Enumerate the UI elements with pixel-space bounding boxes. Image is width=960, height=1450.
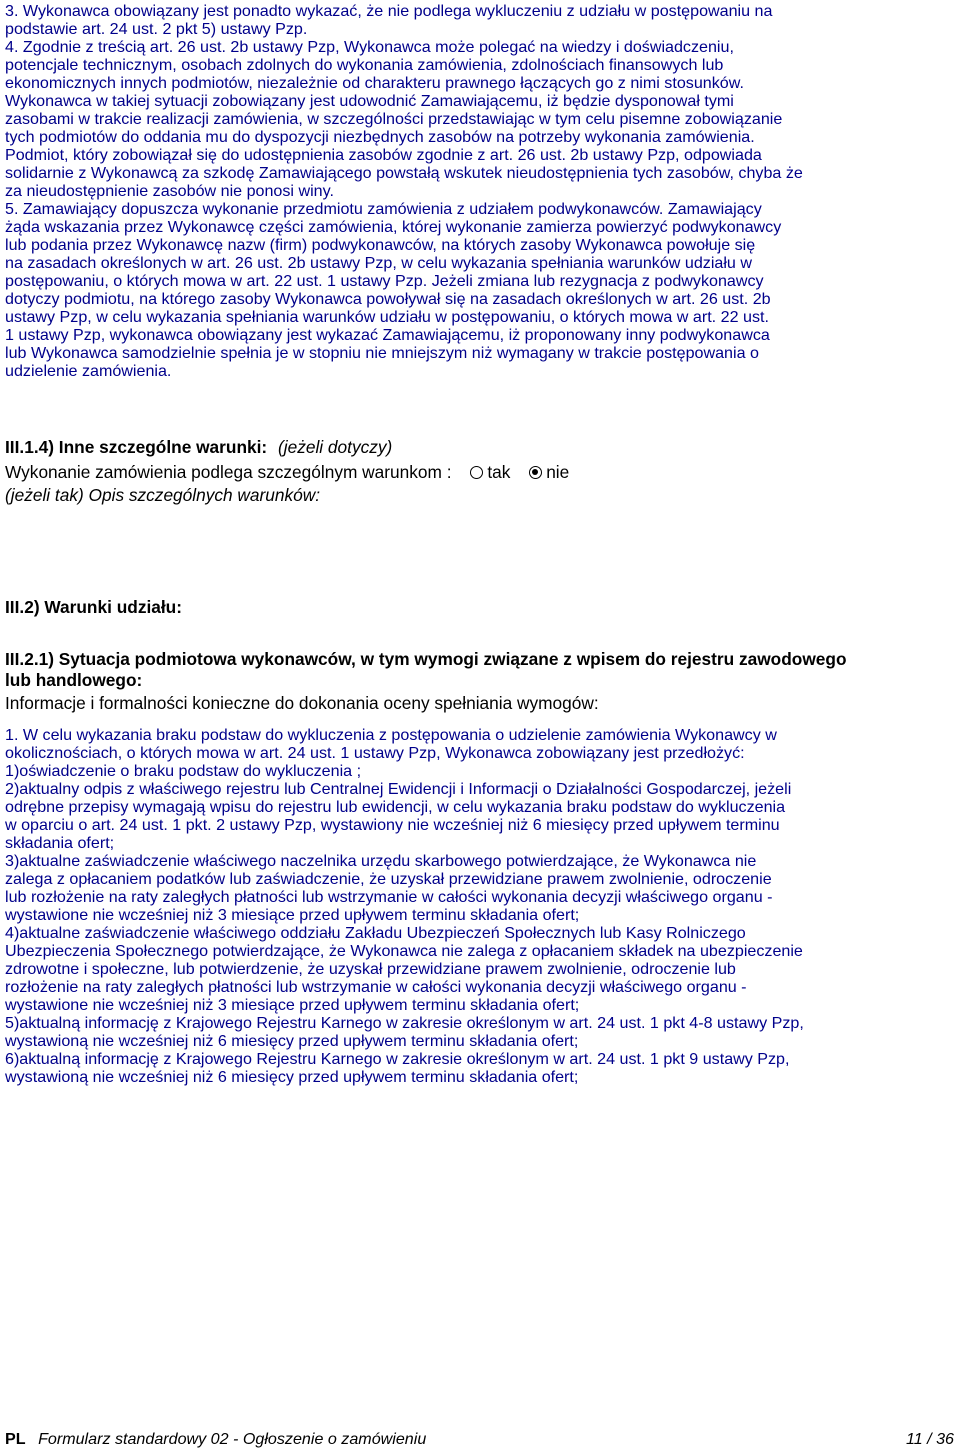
text-line: ekonomicznych innych podmiotów, niezależnie od charakteru prawnego łączących go z nimi stosunków.	[5, 74, 744, 92]
footer-form-name: Formularz standardowy 02 - Ogłoszenie o zamówieniu	[38, 1430, 427, 1448]
text-line: postępowaniu, o których mowa w art. 22 ust. 1 ustawy Pzp. Jeżeli zmiana lub rezygnacja z podwykonawcy	[5, 272, 764, 290]
section-iii-2-1	[5, 649, 957, 714]
section-iii-1-4-heading	[5, 437, 957, 458]
section-iii-2-1-heading-line2: lub handlowego:	[5, 670, 143, 690]
description-label-text: (jeżeli tak) Opis szczególnych warunków:	[5, 485, 321, 505]
footer-lang: PL	[5, 1430, 26, 1448]
requirement-line: w oparciu o art. 24 ust. 1 pkt. 2 ustawy Pzp, wystawiony nie wcześniej niż 6 miesięcy przed upływem terminu	[5, 816, 780, 834]
text-line: 3. Wykonawca obowiązany jest ponadto wykazać, że nie podlega wykluczeniu z udziału w postępowaniu na	[5, 2, 773, 20]
requirement-line: zalega z opłacaniem podatków lub zaświadczenie, że uzyskał przewidziane prawem zwolnienie, odroczenie	[5, 870, 772, 888]
text-line: za nieudostępnienie zasobów nie ponosi winy.	[5, 182, 334, 200]
page-footer	[5, 1429, 954, 1449]
radio-nie-label: nie	[546, 462, 570, 482]
radio-tak[interactable]	[470, 462, 515, 482]
text-line: żąda wskazania przez Wykonawcę części zamówienia, której wykonanie zamierza powierzyć podwykonawcy	[5, 218, 782, 236]
top-paragraphs	[5, 2, 957, 380]
spacer	[5, 506, 957, 597]
requirement-line: 3)aktualne zaświadczenie właściwego naczelnika urzędu skarbowego potwierdzające, że Wykonawca nie	[5, 852, 757, 870]
text-line: udzielenie zamówienia.	[5, 362, 172, 380]
text-line: 4. Zgodnie z treścią art. 26 ust. 2b ustawy Pzp, Wykonawca może polegać na wiedzy i doświadczeniu,	[5, 38, 734, 56]
text-line: 1 ustawy Pzp, wykonawca obowiązany jest wykazać Zamawiającemu, iż proponowany inny podwykonawca	[5, 326, 770, 344]
text-line: podstawie art. 24 ust. 2 pkt 5) ustawy Pzp.	[5, 20, 308, 38]
text-line: potencjale technicznym, osobach zdolnych do wykonania zamówienia, zdolnościach finansowych lub	[5, 56, 724, 74]
text-line: 5. Zamawiający dopuszcza wykonanie przedmiotu zamówienia z udziałem podwykonawców. Zamawiający	[5, 200, 762, 218]
requirement-line: 1)oświadczenie o braku podstaw do wykluczenia ;	[5, 762, 362, 780]
text-line: lub Wykonawca samodzielnie spełnia je w stopniu nie mniejszym niż wymagany w trakcie postępowania o	[5, 344, 759, 362]
spacer	[5, 380, 957, 437]
requirement-line: Ubezpieczenia Społecznego potwierdzające, że Wykonawca nie zalega z opłacaniem składek na ubezpieczenie	[5, 942, 803, 960]
spacer	[5, 618, 957, 649]
requirement-line: wystawione nie wcześniej niż 3 miesiące przed upływem terminu składania ofert;	[5, 906, 580, 924]
section-iii-1-4	[5, 437, 957, 506]
requirement-line: lub rozłożenie na raty zaległych płatności lub wstrzymanie w całości wykonania decyzji właściwego organu -	[5, 888, 773, 906]
text-line: ustawy Pzp, w celu wykazania spełniania warunków udziału w postępowaniu, o których mowa w art. 22 ust.	[5, 308, 769, 326]
radio-tak-circle-icon[interactable]	[470, 466, 483, 479]
section-iii-1-4-note: (jeżeli dotyczy)	[277, 437, 393, 457]
text-line: tych podmiotów do oddania mu do dyspozycji niezbędnych zasobów na potrzeby wykonania zamówienia.	[5, 128, 755, 146]
special-conditions-row	[5, 462, 957, 483]
section-iii-2-1-heading-line1: III.2.1) Sytuacja podmiotowa wykonawców, w tym wymogi związane z wpisem do rejestru zawodowego	[5, 649, 847, 669]
radio-nie[interactable]	[529, 462, 569, 482]
requirement-line: 1. W celu wykazania braku podstaw do wykluczenia z postępowania o udzielenie zamówienia Wykonawcy w	[5, 726, 777, 744]
radio-nie-selected-circle-icon[interactable]	[529, 466, 542, 479]
text-line: na zasadach określonych w art. 26 ust. 2b ustawy Pzp, w celu wykazania spełniania warunków udziału w	[5, 254, 752, 272]
requirement-line: okolicznościach, o których mowa w art. 24 ust. 1 ustawy Pzp, Wykonawca zobowiązany jest przedłożyć:	[5, 744, 745, 762]
requirement-line: 2)aktualny odpis z właściwego rejestru lub Centralnej Ewidencji i Informacji o Działalności Gospodarczej, jeżeli	[5, 780, 792, 798]
radio-tak-label: tak	[487, 462, 511, 482]
requirement-line: zdrowotne i społeczne, lub potwierdzenie, że uzyskał przewidziane prawem zwolnienie, odroczenie lub	[5, 960, 736, 978]
special-conditions-description-label	[5, 485, 957, 506]
text-line: lub podania przez Wykonawcę nazw (firm) podwykonawców, na których zasoby Wykonawca powołuje się	[5, 236, 756, 254]
requirement-line: 6)aktualną informację z Krajowego Rejestru Karnego w zakresie określonym w art. 24 ust. 1 pkt 9 ustawy Pzp,	[5, 1050, 790, 1068]
requirement-line: 4)aktualne zaświadczenie właściwego oddziału Zakładu Ubezpieczeń Społecznych lub Kasy Rolniczego	[5, 924, 746, 942]
document-page	[5, 2, 957, 1086]
footer-page-number: 11 / 36	[905, 1430, 954, 1448]
requirement-line: wystawioną nie wcześniej niż 6 miesięcy przed upływem terminu składania ofert;	[5, 1032, 579, 1050]
section-iii-2-1-body	[5, 726, 957, 1086]
special-conditions-question: Wykonanie zamówienia podlega szczególnym warunkom :	[5, 462, 452, 482]
text-line: Wykonawca w takiej sytuacji zobowiązany jest udowodnić Zamawiającemu, iż będzie dysponował tymi	[5, 92, 734, 110]
section-iii-2-1-heading	[5, 649, 957, 691]
info-label: Informacje i formalności konieczne do dokonania oceny spełniania wymogów:	[5, 693, 599, 713]
section-iii-1-4-title: III.1.4) Inne szczególne warunki:	[5, 437, 268, 457]
requirement-line: wystawione nie wcześniej niż 3 miesiące przed upływem terminu składania ofert;	[5, 996, 580, 1014]
requirement-line: składania ofert;	[5, 834, 115, 852]
text-line: zasobami w trakcie realizacji zamówienia, w szczególności przedstawiając w tym celu pisemne zobowiązanie	[5, 110, 783, 128]
text-line: Podmiot, który zobowiązał się do udostępnienia zasobów zgodnie z art. 26 ust. 2b ustawy Pzp, odpowiada	[5, 146, 762, 164]
requirement-line: wystawioną nie wcześniej niż 6 miesięcy przed upływem terminu składania ofert;	[5, 1068, 579, 1086]
section-iii-2-heading: III.2) Warunki udziału:	[5, 597, 182, 617]
requirement-line: rozłożenie na raty zaległych płatności lub wstrzymanie w całości wykonania decyzji właściwego organu -	[5, 978, 747, 996]
requirement-line: 5)aktualną informację z Krajowego Rejestru Karnego w zakresie określonym w art. 24 ust. 1 pkt 4-8 ustawy Pzp,	[5, 1014, 804, 1032]
spacer	[5, 714, 957, 726]
text-line: solidarnie z Wykonawcą za szkodę Zamawiającego powstałą wskutek nieudostępnienia tych zasobów, chyba że	[5, 164, 803, 182]
requirement-line: odrębne przepisy wymagają wpisu do rejestru lub ewidencji, w celu wykazania braku podstaw do wykluczenia	[5, 798, 786, 816]
text-line: dotyczy podmiotu, na którego zasoby Wykonawca powoływał się na zasadach określonych w art. 26 ust. 2b	[5, 290, 771, 308]
